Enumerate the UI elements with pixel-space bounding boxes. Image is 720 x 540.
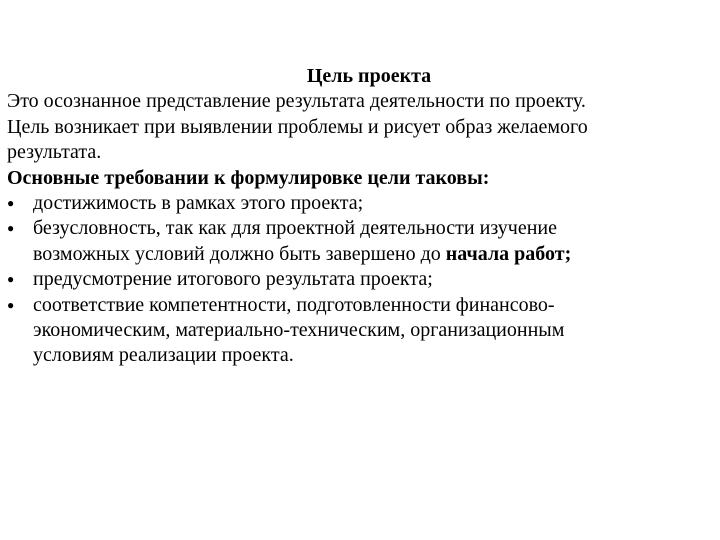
slide-content [7, 64, 715, 369]
requirement-text: достижимость в рамках этого проекта; [33, 192, 364, 215]
requirement-item-final-result [7, 267, 715, 292]
requirement-text-line-3: условиям реализации проекта. [33, 344, 294, 367]
requirement-item-unconditionality [7, 216, 715, 267]
requirement-text-line-1: соответствие компетентности, подготовленности финансово- [33, 293, 555, 316]
bullet-icon: ● [7, 297, 15, 312]
requirement-item-achievability [7, 191, 715, 216]
requirements-list [7, 191, 715, 369]
requirement-text-plain: возможных условий должно быть завершено до [33, 242, 446, 265]
intro-line-1: Это осознанное представление результата деятельности по проекту. [7, 90, 586, 113]
requirement-text-line-2: экономическим, материально-техническим, организационным [33, 319, 565, 342]
slide-title: Цель проекта [306, 65, 432, 87]
bullet-icon: ● [7, 196, 15, 211]
requirements-heading: Основные требовании к формулировке цели таковы: [7, 166, 490, 189]
intro-line-2: Цель возникает при выявлении проблемы и рисует образ желаемого [7, 115, 588, 138]
requirement-item-conformity [7, 293, 715, 369]
requirement-text: предусмотрение итогового результата проекта; [33, 268, 433, 291]
requirement-text-line-1: безусловность, так как для проектной деятельности изучение [33, 217, 558, 240]
bullet-icon: ● [7, 221, 15, 236]
bullet-icon: ● [7, 272, 15, 287]
requirement-text-line-2 [33, 242, 715, 267]
requirement-text-emphasis: начала работ; [445, 242, 572, 265]
intro-line-3: результата. [7, 141, 102, 164]
